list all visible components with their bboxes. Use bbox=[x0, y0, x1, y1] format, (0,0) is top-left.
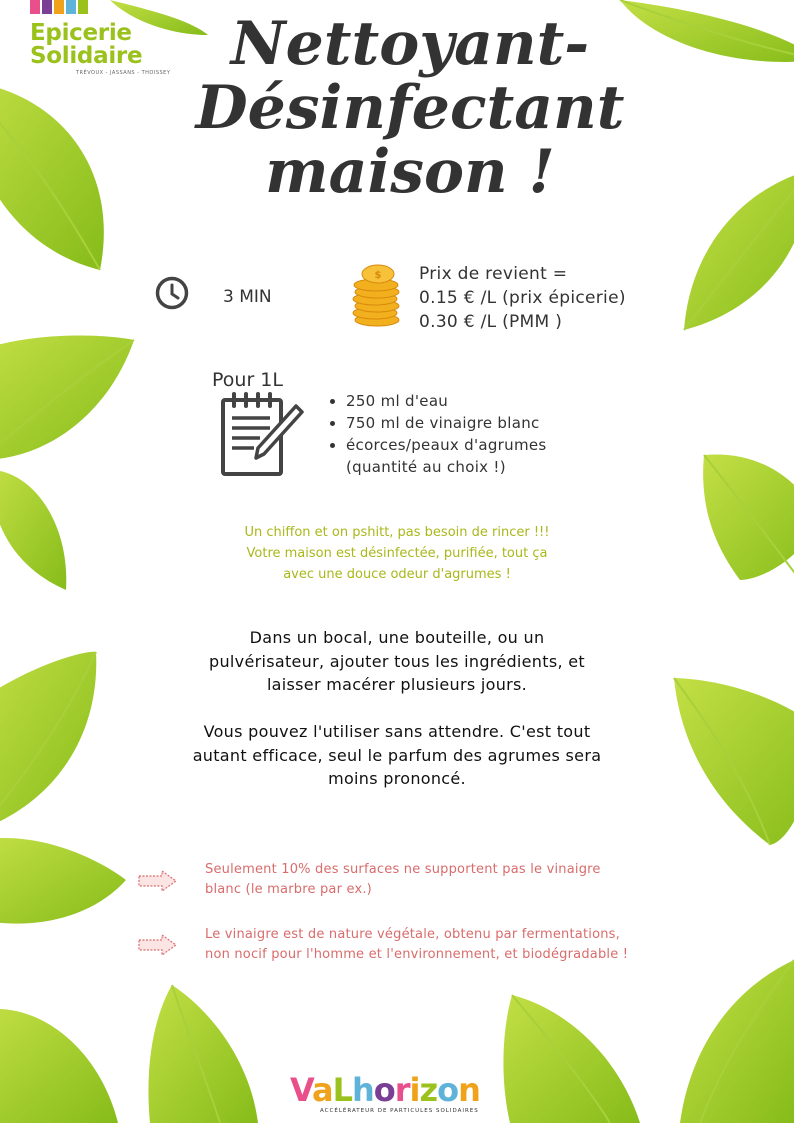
coins-icon bbox=[350, 262, 404, 328]
logo-line2: Solidaire bbox=[30, 43, 143, 69]
valhorizon-letter: n bbox=[458, 1071, 480, 1109]
leaf-bottom-right bbox=[680, 960, 794, 1123]
usage-tip bbox=[150, 522, 644, 585]
valhorizon-letter: L bbox=[332, 1071, 352, 1109]
price-line1: Prix de revient = bbox=[419, 264, 568, 284]
leaf-right-middle bbox=[703, 454, 794, 580]
tip-line3: avec une douce odeur d'agrumes ! bbox=[283, 567, 511, 582]
leaf-bottom-center-right bbox=[503, 995, 640, 1123]
method-text bbox=[150, 626, 644, 791]
title-line1: Nettoyant- bbox=[230, 9, 590, 79]
leaf-bottom-left bbox=[0, 1009, 118, 1123]
leaf-right-lower bbox=[674, 678, 794, 845]
time-label: 3 MIN bbox=[223, 287, 272, 307]
method-line: moins prononcé. bbox=[328, 769, 466, 788]
svg-text:$: $ bbox=[374, 270, 382, 281]
valhorizon-letter: V bbox=[290, 1071, 313, 1109]
price-line2: 0.15 € /L (prix épicerie) bbox=[419, 288, 626, 308]
ingredient-item-continuation: (quantité au choix !) bbox=[346, 458, 506, 476]
leaf-left-upper bbox=[0, 336, 134, 460]
title-line3: maison ! bbox=[265, 137, 555, 207]
logo-color-bars bbox=[30, 0, 90, 14]
method-line: Dans un bocal, une bouteille, ou un bbox=[249, 628, 545, 647]
valhorizon-letter: o bbox=[437, 1071, 459, 1109]
arrow-icon bbox=[138, 934, 178, 956]
method-line: autant efficace, seul le parfum des agrumes sera bbox=[192, 745, 602, 765]
valhorizon-logo bbox=[290, 1072, 506, 1116]
valhorizon-letter: z bbox=[419, 1071, 438, 1109]
valhorizon-word bbox=[290, 1071, 480, 1109]
method-line: laisser macérer plusieurs jours. bbox=[266, 675, 528, 694]
notepad-icon bbox=[220, 392, 304, 478]
paragraph-spacer bbox=[150, 697, 644, 721]
ingredients-list bbox=[326, 390, 547, 478]
ingredient-item: • écorces/peaux d'agrumes bbox=[346, 434, 547, 456]
tip-line2: Votre maison est désinfectée, purifiée, tout ça bbox=[246, 546, 548, 561]
epicerie-solidaire-logo bbox=[12, 0, 172, 80]
leaf-left-lower bbox=[0, 652, 96, 830]
valhorizon-tagline: ACCÉLÉRATEUR DE PARTICULES SOLIDAIRES bbox=[320, 1108, 479, 1114]
note-line: Le vinaigre est de nature végétale, obtenu par fermentations, bbox=[205, 927, 620, 942]
valhorizon-letter: h bbox=[352, 1071, 374, 1109]
valhorizon-letter: i bbox=[409, 1071, 420, 1109]
tip-line1: Un chiffon et on pshitt, pas besoin de rincer !!! bbox=[244, 525, 550, 540]
ingredient-item: • 750 ml de vinaigre blanc bbox=[346, 412, 547, 434]
price-line3: 0.30 € /L (PMM ) bbox=[419, 312, 563, 332]
logo-line1: Epicerie bbox=[30, 20, 132, 46]
leaf-top-left bbox=[0, 80, 104, 270]
leaf-bottom-center-left bbox=[148, 985, 258, 1123]
method-line: pulvérisateur, ajouter tous les ingrédients, et bbox=[209, 651, 585, 671]
recipe-for-label: Pour 1L bbox=[212, 369, 283, 391]
leaf-left-middle bbox=[0, 470, 66, 590]
method-line: Vous pouvez l'utiliser sans attendre. C'est tout bbox=[203, 722, 591, 741]
valhorizon-letter: r bbox=[394, 1071, 410, 1109]
note-marble bbox=[205, 860, 601, 900]
clock-icon bbox=[155, 276, 189, 310]
title-line2: Désinfectant bbox=[195, 73, 625, 143]
ingredient-item: • 250 ml d'eau bbox=[346, 390, 547, 412]
leaf-right-upper bbox=[684, 170, 794, 330]
note-line: Seulement 10% des surfaces ne supportent pas le vinaigre bbox=[205, 862, 601, 877]
leaf-left-bottom-mid bbox=[0, 838, 126, 924]
arrow-icon bbox=[138, 870, 178, 892]
note-line: non nocif pour l'homme et l'environnement, et biodégradable ! bbox=[205, 947, 629, 962]
note-vinegar bbox=[205, 925, 628, 965]
valhorizon-wordmark bbox=[290, 1072, 480, 1108]
price-info bbox=[419, 262, 626, 334]
valhorizon-letter: a bbox=[312, 1071, 333, 1109]
page-title bbox=[170, 9, 650, 207]
logo-tagline: TRÉVOUX - JASSANS - THOISSEY bbox=[76, 70, 171, 76]
note-line: blanc (le marbre par ex.) bbox=[205, 882, 372, 897]
valhorizon-letter: o bbox=[373, 1071, 395, 1109]
